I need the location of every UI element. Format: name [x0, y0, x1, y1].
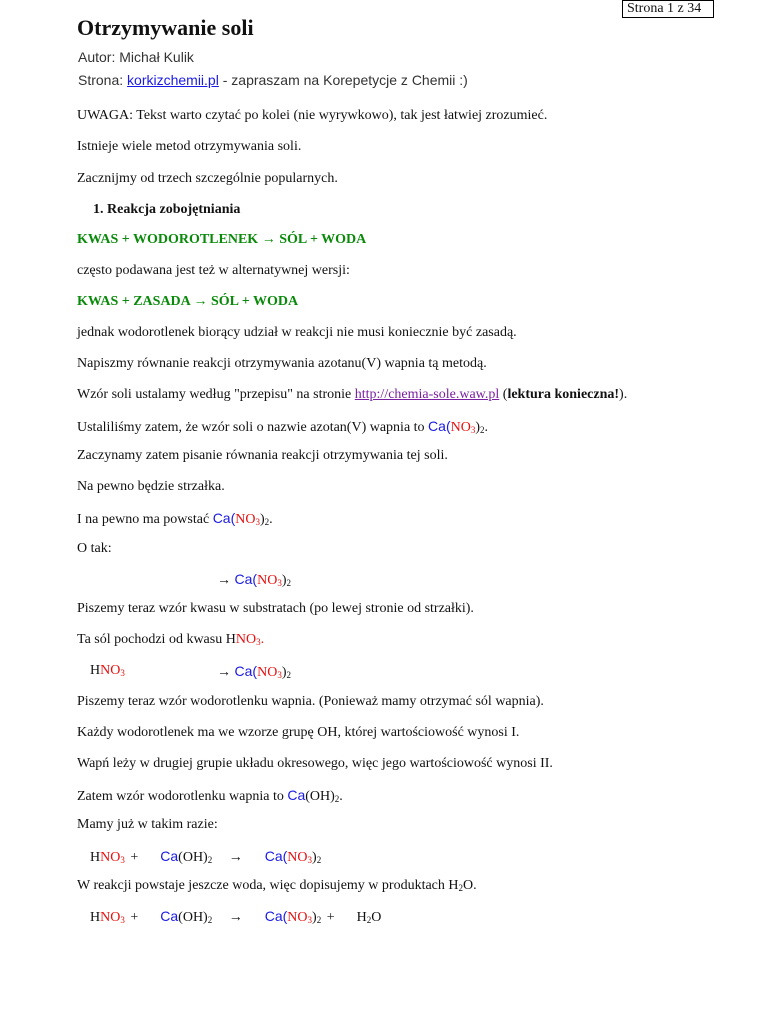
plus-sign: + [130, 850, 139, 865]
nitrate-group: $NO_3$ [100, 850, 125, 865]
hydroxide-formula-paragraph: Zatem wzór wodorotlenku wapnia to $Ca(OH)_2$. [77, 787, 343, 804]
water-text: W reakcji powstaje jeszcze woda, więc dopisujemy w produktach H [77, 878, 459, 893]
alternative-version-paragraph: często podawana jest też w alternatywnej wersji: [77, 263, 350, 278]
formula-rule-text: Wzór soli ustalamy według "przepisu" na stronie [77, 387, 355, 402]
section-heading: 1. Reakcja zobojętniania [93, 202, 241, 217]
oh-group-paragraph: Każdy wodorotlenek ma we wzorze grupę OH, której wartościowość wynosi I. [77, 725, 520, 740]
warning-paragraph: UWAGA: Tekst warto czytać po kolei (nie wyrywkowo), tak jest łatwiej zrozumieć. [77, 108, 548, 123]
formula-rule-close: ). [619, 387, 628, 402]
acid-origin-paragraph: Ta sól pochodzi od kwasu $HNO_3$. [77, 632, 265, 647]
equation-step-4: $HNO_3$ + $Ca(OH)_2$ → $Ca(NO_3)_2$ + $H_2O$ [90, 908, 382, 925]
nitrate-group: $NO_3$ [287, 910, 313, 925]
author-line: Autor: Michał Kulik [78, 49, 194, 65]
formula-rule-open: ( [499, 387, 508, 402]
nitrate-group: $NO_3$ [257, 665, 282, 680]
calcium-symbol: Ca [264, 848, 283, 864]
reaction-scheme-1: KWAS + WODOROTLENEK → SÓL + WODA [77, 232, 367, 247]
reaction-arrow: → [217, 665, 231, 680]
plus-sign: + [130, 910, 139, 925]
required-reading: lektura konieczna! [507, 387, 620, 402]
salt-formula-paragraph: Ustaliliśmy zatem, że wzór soli o nazwie azotan(V) wapnia to $Ca(NO_3)_2$. [77, 418, 489, 435]
acid-origin-text: Ta sól pochodzi od kwasu [77, 632, 226, 647]
water-paragraph: W reakcji powstaje jeszcze woda, więc dopisujemy w produktach $H_2O$. [77, 878, 477, 893]
document-title: Otrzymywanie soli [77, 15, 254, 40]
formula-rule-paragraph [77, 386, 627, 404]
site-label: Strona: [78, 72, 128, 88]
hydroxide-note: jednak wodorotlenek biorący udział w reakcji nie musi koniecznie być zasadą. [77, 325, 517, 340]
site-suffix: - zapraszam na Korepetycje z Chemii :) [218, 72, 468, 88]
nitrate-group: $NO_3$ [235, 512, 260, 527]
nitrate-group: $NO_3$ [287, 850, 313, 865]
write-acid-paragraph: Piszemy teraz wzór kwasu w substratach (po lewej stronie od strzałki). [77, 601, 474, 616]
methods-paragraph: Istnieje wiele metod otrzymywania soli. [77, 139, 302, 154]
nitrate-group: $NO_3$ [100, 663, 125, 678]
calcium-symbol: Ca [212, 510, 231, 526]
nitrate-group: $NO_3$ [257, 573, 282, 588]
write-equation-paragraph: Napiszmy równanie reakcji otrzymywania azotanu(V) wapnia tą metodą. [77, 356, 487, 371]
site-line [78, 72, 468, 88]
calcium-symbol: Ca [287, 787, 306, 803]
plus-sign: + [326, 910, 335, 925]
salt-formula-text: Ustaliliśmy zatem, że wzór soli o nazwie azotan(V) wapnia to [77, 420, 429, 435]
calcium-symbol: Ca [234, 571, 253, 587]
reaction-arrow: → [228, 850, 243, 865]
begin-writing-paragraph: Zaczynamy zatem pisanie równania reakcji otrzymywania tej soli. [77, 448, 448, 463]
calcium-symbol: Ca [160, 908, 179, 924]
site-link[interactable]: korkizchemii.pl [127, 72, 219, 88]
equation-step-1: → $Ca(NO_3)_2$ [217, 571, 291, 588]
calcium-symbol: Ca [264, 908, 283, 924]
page-counter: Strona 1 z 34 [622, 0, 714, 18]
start-paragraph: Zacznijmy od trzech szczególnie popularnych. [77, 171, 338, 186]
equation-step-3: $HNO_3$ + $Ca(OH)_2$ → $Ca(NO_3)_2$ [90, 848, 322, 865]
paren-close: ) [475, 420, 481, 435]
paren-open: ( [445, 418, 451, 434]
product-text: I na pewno ma powstać [77, 512, 213, 527]
equation-step-2-product: → $Ca(NO_3)_2$ [217, 663, 291, 680]
product-paragraph: I na pewno ma powstać $Ca(NO_3)_2$. [77, 510, 273, 527]
salts-link[interactable]: http://chemia-sole.waw.pl [354, 387, 500, 402]
equation-step-2-acid: $HNO_3$ [90, 663, 125, 678]
hydroxide-formula-text: Zatem wzór wodorotlenku wapnia to [77, 789, 288, 804]
calcium-valence-paragraph: Wapń leży w drugiej grupie układu okresowego, więc jego wartościowość wynosi II. [77, 756, 553, 771]
write-hydroxide-paragraph: Piszemy teraz wzór wodorotlenku wapnia. (Ponieważ mamy otrzymać sól wapnia). [77, 694, 544, 709]
nitrate-group: $NO_3$ [100, 910, 125, 925]
water-formula: $H_2O$ [356, 910, 382, 925]
subscript-2: 2 [480, 425, 485, 435]
arrow-note-paragraph: Na pewno będzie strzałka. [77, 479, 225, 494]
calcium-symbol: Ca [234, 663, 253, 679]
reaction-arrow: → [217, 573, 231, 588]
nitrate-group: $NO_3$. [235, 632, 265, 647]
calcium-symbol: Ca [428, 418, 446, 434]
so-far-paragraph: Mamy już w takim razie: [77, 817, 218, 832]
reaction-scheme-2: KWAS + ZASADA → SÓL + WODA [77, 294, 299, 309]
nitrate-group: $NO_3$ [450, 420, 476, 435]
reaction-arrow: → [228, 910, 243, 925]
o-tak-paragraph: O tak: [77, 541, 112, 556]
calcium-symbol: Ca [160, 848, 179, 864]
